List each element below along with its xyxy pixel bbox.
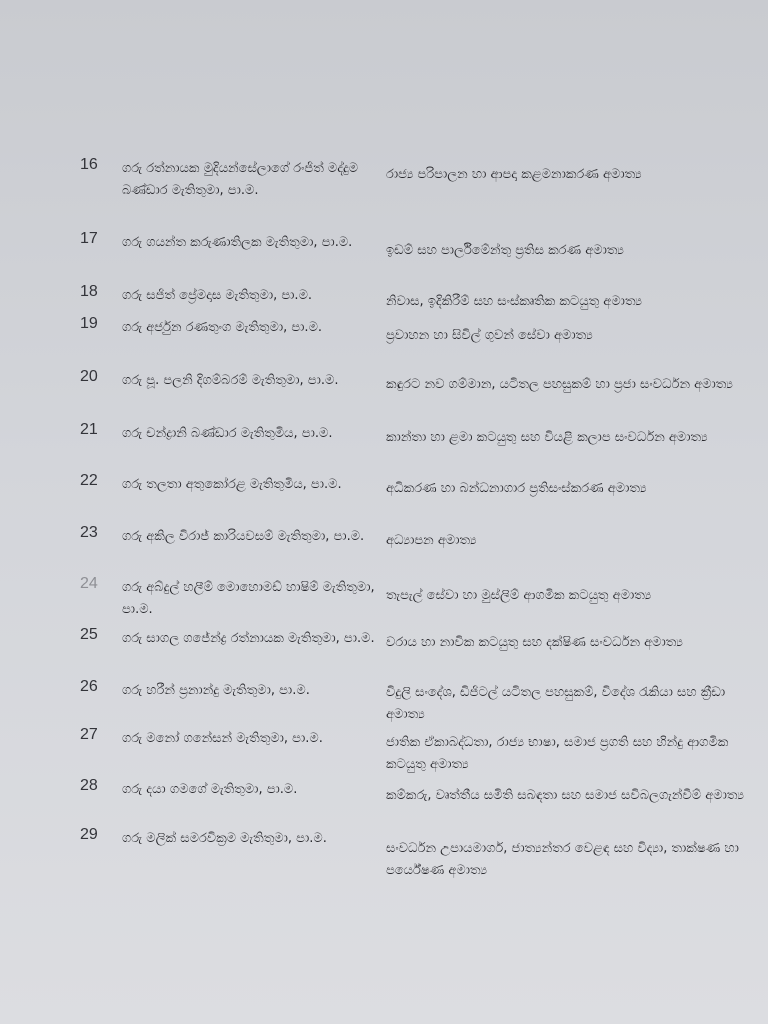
ministry-title: අධ්‍යාපන අමාත්‍ය bbox=[386, 533, 477, 548]
entry-number: 17 bbox=[80, 230, 98, 247]
ministry-title: වරාය හා නාවික කටයුතු සහ දක්ෂිණ සංවර්ධන අමාත්‍ය bbox=[386, 635, 683, 650]
entry-number: 24 bbox=[80, 575, 98, 592]
ministry-title: විදුලි සංදේශ, ඩිජිටල් යටිතල පහසුකම්, විදේශ රැකියා සහ ක්‍රීඩා අමාත්‍ය bbox=[386, 685, 726, 722]
ministry-title: සංවර්ධන උපායමාර්ග, ජාත්‍යන්තර වෙළඳ සහ විද්‍යා, තාක්ෂණ හා පර්යේෂණ අමාත්‍ය bbox=[386, 841, 739, 878]
minister-name: ගරු දයා ගමගේ මැතිතුමා, පා.ම. bbox=[122, 782, 298, 797]
minister-name: ගරු මනෝ ගනේසන් මැතිතුමා, පා.ම. bbox=[122, 731, 323, 746]
entry-number: 19 bbox=[80, 315, 98, 332]
ministry-title: කම්කරු, වෘත්තීය සමිති සබඳතා සහ සමාජ සවිබලගැන්වීම් අමාත්‍ය bbox=[386, 788, 744, 803]
minister-name: ගරු සජිත් ප්‍රේමදාස මැතිතුමා, පා.ම. bbox=[122, 288, 313, 303]
ministry-title: රාජ්‍ය පරිපාලන හා ආපදා කළමනාකරණ අමාත්‍ය bbox=[386, 167, 642, 182]
entry-number: 25 bbox=[80, 626, 98, 643]
entry-number: 18 bbox=[80, 283, 98, 300]
ministry-title: නිවාස, ඉදිකිරීම් සහ සංස්කෘතික කටයුතු අමාත්‍ය bbox=[386, 294, 642, 309]
minister-name: ගරු මලික් සමරවික්‍රම මැතිතුමා, පා.ම. bbox=[122, 831, 327, 846]
minister-name: ගරු අබ්දුල් හලීම් මොහොමඩ් හාෂිම් මැතිතුමා, පා.ම. bbox=[122, 580, 375, 617]
entry-number: 29 bbox=[80, 826, 98, 843]
minister-name: ගරු හරීන් ප්‍රනාන්දු මැතිතුමා, පා.ම. bbox=[122, 683, 310, 698]
minister-name: ගරු පූ. පලනි දිගම්බරම් මැතිතුමා, පා.ම. bbox=[122, 373, 339, 388]
entry-number: 23 bbox=[80, 524, 98, 541]
entry-number: 22 bbox=[80, 472, 98, 489]
ministry-title: තැපැල් සේවා හා මුස්ලිම් ආගමික කටයුතු අමාත්‍ය bbox=[386, 588, 652, 603]
ministry-title: ඉඩම් සහ පාර්ලිමේන්තු ප්‍රතිස කරණ අමාත්‍ය bbox=[386, 243, 624, 258]
entry-number: 28 bbox=[80, 777, 98, 794]
entry-number: 27 bbox=[80, 726, 98, 743]
ministry-title: ජාතික ඒකාබද්ධතා, රාජ්‍ය භාෂා, සමාජ ප්‍රගති සහ හින්දු ආගමික කටයුතු අමාත්‍ය bbox=[386, 735, 729, 772]
ministry-title: කඳුරට නව ගම්මාන, යටිතල පහසුකම් හා ප්‍රජා සංවර්ධන අමාත්‍ය bbox=[386, 377, 733, 392]
minister-name: ගරු රත්නායක මුදියන්සේලාගේ රංජිත් මද්දුම බණ්ඩාර මැතිතුමා, පා.ම. bbox=[122, 161, 359, 198]
ministry-title: අධිකරණ හා බන්ධනාගාර ප්‍රතිසංස්කරණ අමාත්‍ය bbox=[386, 481, 647, 496]
minister-name: ගරු අර්ජුන රණතුංග මැතිතුමා, පා.ම. bbox=[122, 320, 323, 335]
entry-number: 26 bbox=[80, 678, 98, 695]
minister-name: ගරු සාගල ගජේන්ද්‍ර රත්නායක මැතිතුමා, පා.ම. bbox=[122, 631, 375, 646]
minister-name: ගරු චන්ද්‍රානි බණ්ඩාර මැතිතුමිය, පා.ම. bbox=[122, 426, 333, 441]
ministry-title: ප්‍රවාහන හා සිවිල් ගුවන් සේවා අමාත්‍ය bbox=[386, 328, 593, 343]
minister-name: ගරු ගයන්ත කරුණාතිලක මැතිතුමා, පා.ම. bbox=[122, 235, 353, 250]
entry-number: 20 bbox=[80, 368, 98, 385]
entry-number: 16 bbox=[80, 156, 98, 173]
minister-name: ගරු තලතා අතුකෝරළ මැතිතුමිය, පා.ම. bbox=[122, 477, 342, 492]
minister-name: ගරු අකිල විරාජ් කාරියවසම් මැතිතුමා, පා.ම. bbox=[122, 529, 365, 544]
entry-number: 21 bbox=[80, 421, 98, 438]
ministry-title: කාන්තා හා ළමා කටයුතු සහ වියළි කලාප සංවර්ධන අමාත්‍ය bbox=[386, 430, 708, 445]
